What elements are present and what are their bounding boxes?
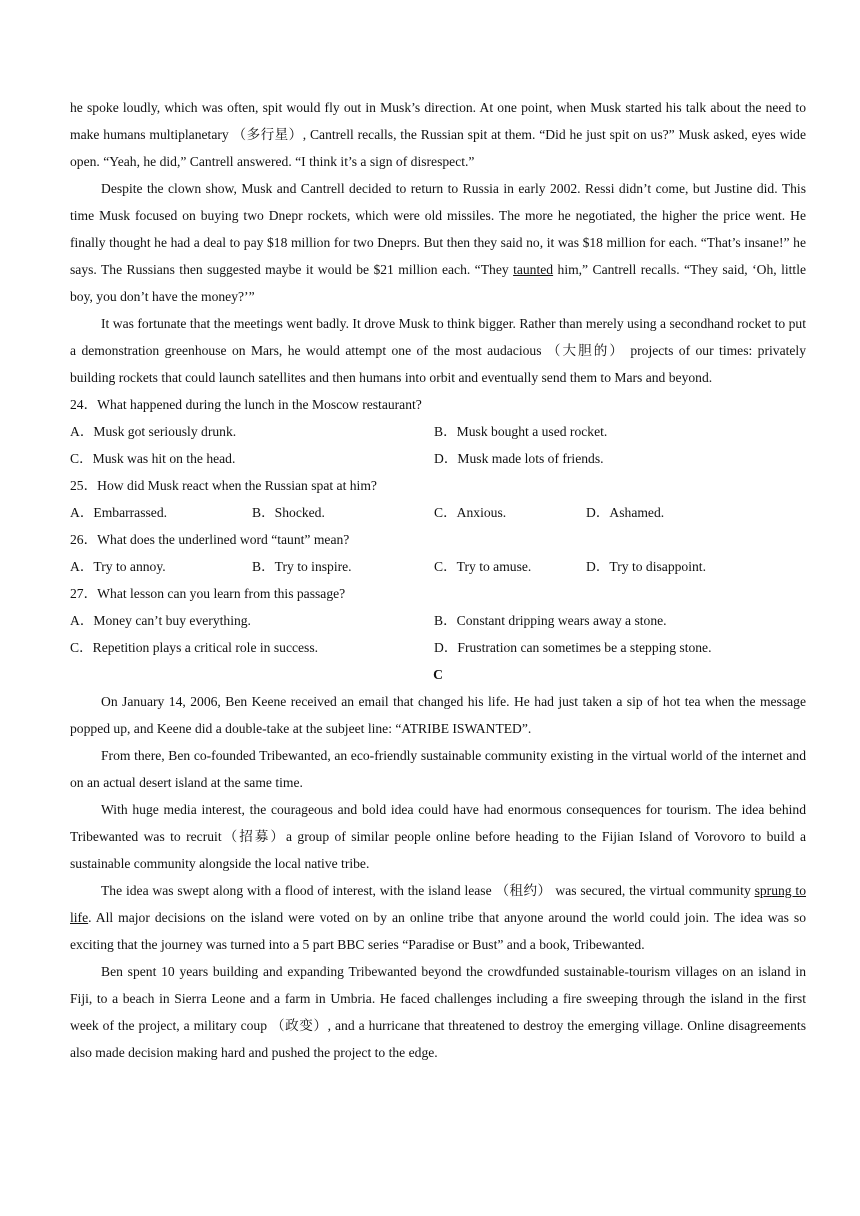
question-27-option-c: C．Repetition plays a critical role in success. xyxy=(70,640,319,655)
question-27-option-b: B．Constant dripping wears away a stone. xyxy=(434,613,667,628)
question-26-option-a: A．Try to annoy. xyxy=(70,559,166,574)
question-24-option-d: D．Musk made lots of friends. xyxy=(434,451,604,466)
question-27-options-row-1 xyxy=(70,607,806,634)
question-24-options-row-2 xyxy=(70,445,806,472)
question-26-stem: 26．What does the underlined word “taunt” mean? xyxy=(70,532,350,547)
question-27-options-row-2 xyxy=(70,634,806,661)
passage-b-paragraph-1: he spoke loudly, which was often, spit would fly out in Musk’s direction. At one point, when Musk started his talk about the need to make humans multiplanetary （多行星）, Cantrell recalls, the Russian spit at them. “Did he just spit on us?” Musk asked, eyes wide open. “Yeah, he did,” Cantrell answered. “I think it’s a sign of disrespect.” xyxy=(70,100,806,169)
question-24-option-b: B．Musk bought a used rocket. xyxy=(434,424,608,439)
question-26-option-d: D．Try to disappoint. xyxy=(586,559,706,574)
question-27-stem: 27．What lesson can you learn from this passage? xyxy=(70,586,346,601)
question-25-option-a: A．Embarrassed. xyxy=(70,505,168,520)
question-25-options xyxy=(70,499,806,526)
question-27-option-a: A．Money can’t buy everything. xyxy=(70,613,251,628)
paragraph-text: . All major decisions on the island were voted on by an online tribe that anyone around the world could join. The idea was so exciting that the journey was turned into a 5 part BBC series “Paradise or Bust” and a book, Tribewanted. xyxy=(70,910,806,952)
paragraph-text: him,” Cantrell recalls. “They said, ‘Oh, little boy, you don’t have the money?’” xyxy=(70,262,807,304)
question-25-option-b: B．Shocked. xyxy=(252,505,325,520)
question-24-stem: 24．What happened during the lunch in the Moscow restaurant? xyxy=(70,397,422,412)
question-26-option-c: C．Try to amuse. xyxy=(434,559,532,574)
question-27-option-d: D．Frustration can sometimes be a stepping stone. xyxy=(434,640,712,655)
section-c-paragraph-2: From there, Ben co-founded Tribewanted, an eco-friendly sustainable community existing in the virtual world of the internet and on an actual desert island at the same time. xyxy=(70,748,806,790)
question-25-option-c: C．Anxious. xyxy=(434,505,507,520)
section-c-paragraph-4 xyxy=(70,877,806,958)
question-26-option-b: B．Try to inspire. xyxy=(252,559,352,574)
underlined-word-taunted: taunted xyxy=(513,262,554,277)
section-c-heading: C xyxy=(433,667,443,682)
question-24-options-row-1 xyxy=(70,418,806,445)
section-c-paragraph-3: With huge media interest, the courageous and bold idea could have had enormous consequences for tourism. The idea behind Tribewanted was to recruit（招募）a group of similar people online before heading to the Fijian Island of Vorovoro to build a sustainable community alongside the local native tribe. xyxy=(70,802,806,871)
question-24-option-c: C．Musk was hit on the head. xyxy=(70,451,236,466)
document-page xyxy=(70,94,806,1066)
question-26-options xyxy=(70,553,806,580)
question-25-option-d: D．Ashamed. xyxy=(586,505,665,520)
question-25-stem: 25．How did Musk react when the Russian spat at him? xyxy=(70,478,377,493)
paragraph-text: The idea was swept along with a flood of interest, with the island lease （租约） was secured, the virtual community xyxy=(101,883,755,898)
passage-b-paragraph-2 xyxy=(70,175,806,310)
section-c-paragraph-1: On January 14, 2006, Ben Keene received an email that changed his life. He had just taken a sip of hot tea when the message popped up, and Keene did a double-take at the subjeet line: “ATRIBE ISWANTED”. xyxy=(70,694,806,736)
section-c-paragraph-5: Ben spent 10 years building and expanding Tribewanted beyond the crowdfunded sustainable-tourism villages on an island in Fiji, to a beach in Sierra Leone and a farm in Umbria. He faced challenges including a fire sweeping through the island in the first week of the project, a military coup （政变）, and a hurricane that threatened to destroy the emerging village. Online disagreements also made decision making hard and pushed the project to the edge. xyxy=(70,964,806,1060)
paragraph-text: Despite the clown show, Musk and Cantrell decided to return to Russia in early 2002. Ressi didn’t come, but Justine did. This time Musk focused on buying two Dnepr rockets, which were old missiles. The more he negotiated, the higher the price went. He finally thought he had a deal to pay $18 million for two Dneprs. But then they said no, it was $18 million for each. “That’s insane!” he says. The Russians then suggested maybe it would be $21 million each. “They xyxy=(70,181,806,277)
underlined-phrase-sprung-to-life: sprung to life xyxy=(70,883,806,925)
passage-b-paragraph-3: It was fortunate that the meetings went badly. It drove Musk to think bigger. Rather than merely using a secondhand rocket to put a demonstration greenhouse on Mars, he would attempt one of the most audacious （大胆的） projects of our times: privately building rockets that could launch satellites and then humans into orbit and eventually send them to Mars and beyond. xyxy=(70,316,806,385)
question-24-option-a: A．Musk got seriously drunk. xyxy=(70,424,237,439)
